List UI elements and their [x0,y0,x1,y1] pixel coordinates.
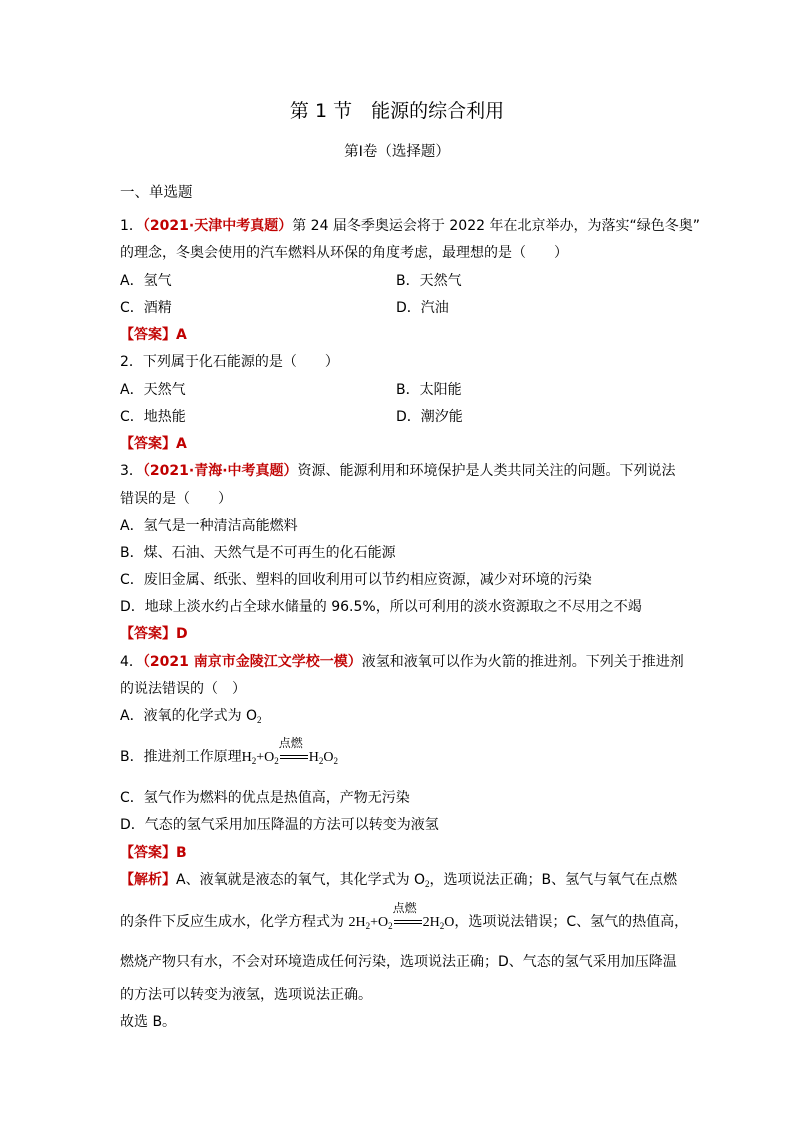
q2-option-a: A．天然气 [120,382,186,398]
q2-line1: 2．下列属于化石能源的是（ ） [120,354,339,370]
analysis-label: 【解析】 [120,872,176,888]
q3-answer-label: 【答案】 [120,626,176,642]
analysis-text: ，选项说法正确；B、氢气与氧气在点燃 [429,872,678,888]
q1-answer-label: 【答案】 [120,327,176,343]
q1-option-b: B．天然气 [396,273,462,289]
equation-product [309,750,338,765]
q4-option-d: D．气态的氢气采用加压降温的方法可以转变为液氢 [120,817,439,833]
q4-option-b [120,736,338,771]
eq-plus-o: +O [256,750,275,765]
q4-analysis-line4: 的方法可以转变为液氢，选项说法正确。 [120,987,372,1003]
reaction-condition: 点燃 [278,736,303,750]
analysis-text: 的条件下反应生成水，化学方程式为 [120,914,349,930]
q4-option-c: C．氢气作为燃料的优点是热值高，产物无污染 [120,790,410,806]
analysis-text: A、液氧就是液态的氧气，其化学式为 O [176,872,426,888]
q1-line2: 的理念，冬奥会使用的汽车燃料从环保的角度考虑，最理想的是（ ） [120,245,568,261]
q4-analysis-line1 [120,870,677,894]
eq-2h: 2H [422,915,440,930]
q3-answer-value: D [176,626,188,642]
q1-option-d: D．汽油 [396,300,449,316]
q3-line2: 错误的是（ ） [120,491,232,507]
q3-number: 3． [120,463,143,479]
eq-h: H [308,750,319,765]
q4-option-a [120,706,262,730]
q3-option-c: C．废旧金属、纸张、塑料的回收利用可以节约相应资源，减少对环境的污染 [120,572,592,588]
eq-sub: 2 [251,756,257,766]
q3-answer [120,624,188,644]
q1-number: 1． [120,218,143,234]
eq-h: H [241,750,252,765]
q2-answer-value: A [176,436,187,452]
reaction-arrow-icon [278,736,308,767]
q3-source: （2021·青海·中考真题） [142,463,298,479]
eq-sub: 2 [318,756,324,766]
q3-option-a: A．氢气是一种清洁高能燃料 [120,518,298,534]
q3-text: 资源、能源利用和环境保护是人类共同关注的问题。下列说法 [297,463,676,479]
q4-analysis-line3: 燃烧产物只有水，不会对环境造成任何污染，选项说法正确；D、气态的氢气采用加压降温 [120,954,677,970]
q1-source: （2021·天津中考真题） [142,218,293,234]
equals-bar-icon [280,755,308,756]
q4-analysis-line2 [120,901,689,936]
analysis-equation [348,915,392,930]
section-heading: 一、单选题 [120,185,193,201]
eq-sub: 2 [274,756,279,766]
eq-sub: 2 [333,756,338,766]
page-title: 第 1 节 能源的综合利用 [289,100,505,122]
q4-option-a-subscript: 2 [257,715,262,725]
q4-option-a-text: A．液氧的化学式为 O [120,708,258,724]
eq-2h: 2H [348,915,366,930]
q4-line2: 的说法错误的（ ） [120,681,246,697]
q4-source: （2021 南京市金陵江文学校一模） [142,654,362,670]
q1-answer-value: A [176,327,187,343]
q1-line1 [120,216,700,236]
eq-plus-o: +O [370,915,389,930]
equals-bar-icon [394,923,422,924]
equals-bar-icon [280,758,308,759]
analysis-product [423,915,455,930]
q4-conclusion: 故选 B。 [120,1014,177,1030]
eq-sub: 2 [388,921,393,931]
reaction-arrow-icon [392,901,422,932]
q4-answer [120,843,187,863]
q4-option-b-text: B．推进剂工作原理 [120,749,242,765]
q3-line1 [120,461,676,481]
page-subtitle: 第Ⅰ卷（选择题） [344,144,450,160]
eq-sub: 2 [365,921,371,931]
q1-option-a: A．氢气 [120,273,172,289]
q2-option-c: C．地热能 [120,409,186,425]
q2-option-d: D．潮汐能 [396,409,463,425]
eq-o: O [444,915,455,930]
q3-option-b: B．煤、石油、天然气是不可再生的化石能源 [120,545,396,561]
q2-answer [120,434,187,454]
q4-answer-value: B [176,845,187,861]
equals-bar-icon [394,920,422,921]
q1-text: 第 24 届冬季奥运会将于 2022 年在北京举办，为落实“绿色冬奥” [292,218,700,234]
eq-o: O [323,750,334,765]
q1-answer [120,325,187,345]
q4-number: 4． [120,654,143,670]
eq-sub: 2 [439,921,445,931]
q2-option-b: B．太阳能 [396,382,462,398]
q3-option-d: D．地球上淡水约占全球水储量的 96.5%，所以可利用的淡水资源取之不尽用之不竭 [120,599,642,615]
reaction-condition: 点燃 [392,901,417,915]
q2-answer-label: 【答案】 [120,436,176,452]
analysis-sub: 2 [425,879,430,889]
q1-option-c: C．酒精 [120,300,172,316]
q4-answer-label: 【答案】 [120,845,176,861]
q4-text: 液氢和液氧可以作为火箭的推进剂。下列关于推进剂 [361,654,684,670]
equation-formula [242,750,279,765]
q4-line1 [120,652,684,672]
analysis-text: ，选项说法错误；C、氢气的热值高， [454,914,689,930]
